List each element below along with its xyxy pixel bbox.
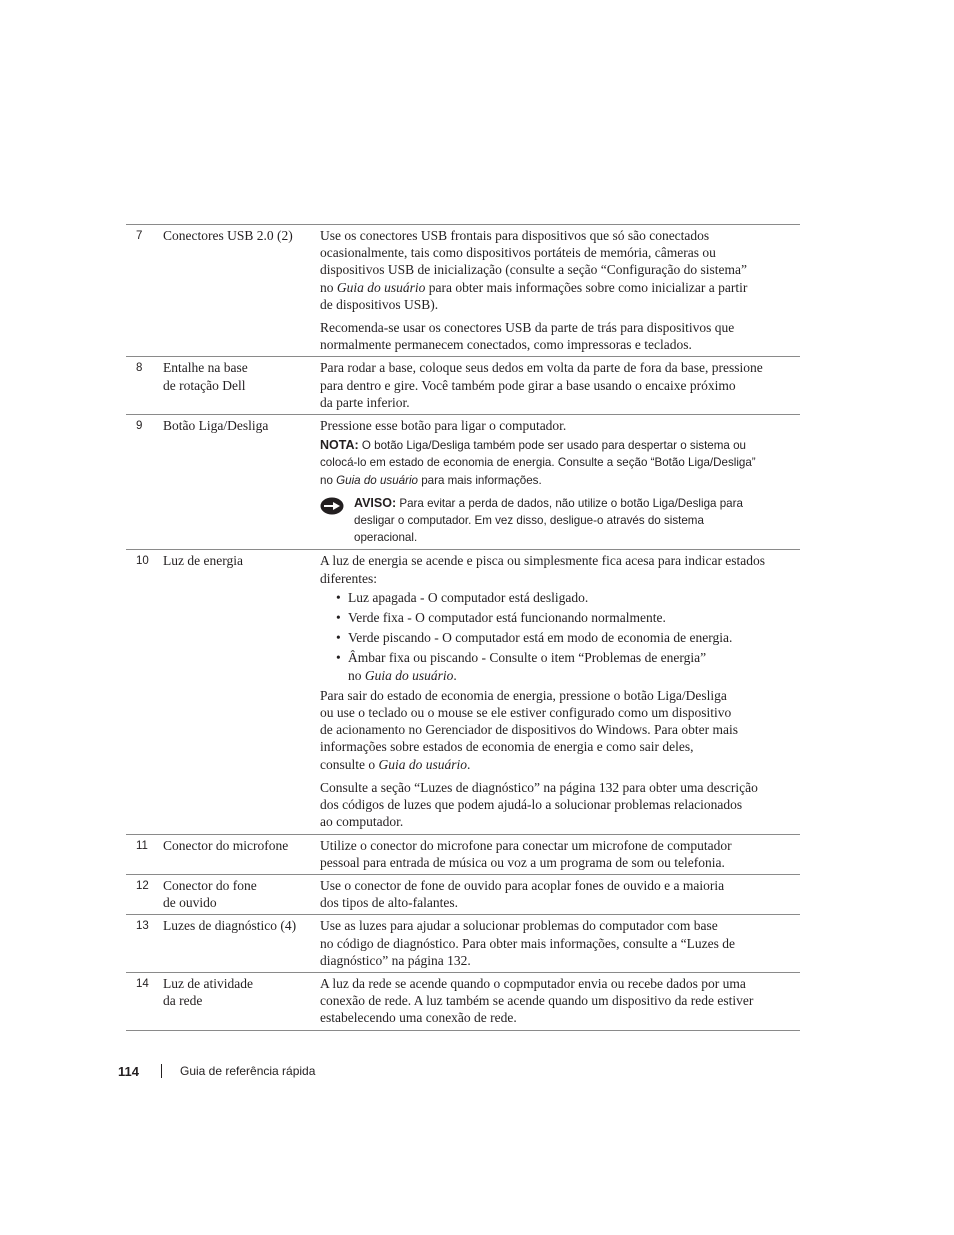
item-description	[320, 552, 798, 830]
item-name: Conectores USB 2.0 (2)	[163, 228, 293, 243]
item-description	[320, 837, 798, 871]
list-item: • Verde fixa - O computador está funcionando normalmente.	[336, 610, 666, 626]
table-row	[126, 550, 800, 834]
list-item: • Verde piscando - O computador está em modo de economia de energia.	[336, 630, 733, 646]
notice-block	[320, 495, 798, 547]
page-number: 114	[118, 1063, 139, 1079]
item-name: Conector do microfone	[163, 837, 289, 853]
item-description	[320, 917, 798, 969]
description-paragraph: Use as luzes para ajudar a solucionar problemas do computador com base no código de diagnóstico. Para obter mais informações, consulte a “Luzes de diagnóstico” na página 132.	[320, 918, 735, 968]
item-number: 11	[136, 839, 148, 852]
component-table	[126, 224, 800, 1031]
note-label: NOTA:	[320, 438, 359, 453]
footer-divider	[161, 1064, 162, 1078]
notice-hand-icon	[320, 495, 354, 547]
description-paragraph: Pressione esse botão para ligar o computador.	[320, 418, 567, 434]
note-block: NOTA: O botão Liga/Desliga também pode ser usado para despertar o sistema ou colocá-lo em estado de economia de energia. Consulte a seção “Botão Liga/Desliga” no Guia do usuário para mais informações.	[320, 438, 756, 487]
table-row	[126, 915, 800, 973]
item-number: 8	[136, 362, 143, 375]
footer-title: Guia de referência rápida	[179, 1064, 316, 1078]
item-name: Luz de atividade da rede	[163, 975, 253, 1009]
table-row	[126, 357, 800, 415]
description-paragraph: Use os conectores USB frontais para dispositivos que só são conectados ocasionalmente, tais como dispositivos portáteis de memória, câmeras ou dispositivos USB de inicialização (consulte a seção “Configuração do sistema” no Guia do usuário para obter mais informações sobre como inicializar a partir de dispositivos USB).	[320, 228, 748, 312]
item-name: Luz de energia	[163, 553, 243, 569]
description-paragraph: A luz de energia se acende e pisca ou simplesmente fica acesa para indicar estados diferentes:	[320, 553, 766, 586]
item-description	[320, 227, 798, 353]
description-paragraph: Recomenda-se usar os conectores USB da parte de trás para dispositivos que normalmente permanecem conectados, como impressoras e teclados.	[320, 320, 735, 353]
item-description	[320, 877, 798, 911]
item-name: Botão Liga/Desliga	[163, 418, 269, 434]
item-number: 9	[136, 420, 143, 433]
table-row	[126, 875, 800, 915]
description-paragraph: Para sair do estado de economia de energia, pressione o botão Liga/Desliga ou use o teclado ou o mouse se ele estiver configurado como um dispositivo de acionamento no Gerenciador de dispositivos do Windows. Para obter mais informações sobre estados de economia de energia e como sair deles, consulte o Guia do usuário.	[320, 687, 738, 772]
table-row	[126, 225, 800, 357]
item-name: Conector do fone de ouvido	[163, 877, 257, 911]
item-number: 7	[136, 230, 143, 242]
item-description	[320, 359, 798, 411]
description-paragraph: A luz da rede se acende quando o copmputador envia ou recebe dados por uma conexão de rede. A luz também se acende quando um dispositivo da rede estiver estabelecendo uma conexão de rede.	[320, 975, 754, 1026]
status-list	[320, 589, 798, 684]
item-description	[320, 417, 798, 546]
item-number: 12	[136, 879, 149, 892]
item-number: 10	[136, 555, 149, 568]
description-paragraph: Utilize o conector do microfone para conectar um microfone de computador pessoal para entrada de música ou voz a um programa de som ou telefonia.	[320, 837, 732, 870]
item-name: Entalhe na base de rotação Dell	[163, 360, 248, 393]
notice-text: AVISO: Para evitar a perda de dados, não utilize o botão Liga/Desliga para desligar o computador. Em vez disso, desligue-o através do sistema operacional.	[354, 495, 743, 545]
item-number: 14	[136, 977, 149, 990]
description-paragraph: Consulte a seção “Luzes de diagnóstico” na página 132 para obter uma descrição dos códigos de luzes que podem ajudá-lo a solucionar problemas relacionados ao computador.	[320, 779, 758, 830]
list-item: • Âmbar fixa ou piscando - Consulte o item “Problemas de energia” no Guia do usuário.	[336, 650, 707, 683]
notice-label: AVISO:	[354, 495, 397, 510]
table-row	[126, 415, 800, 550]
item-number: 13	[136, 920, 149, 933]
list-item: • Luz apagada - O computador está desligado.	[336, 589, 589, 605]
table-row	[126, 973, 800, 1031]
description-paragraph: Para rodar a base, coloque seus dedos em volta da parte de fora da base, pressione para dentro e gire. Você também pode girar a base usando o encaixe próximo da parte inferior.	[320, 360, 763, 410]
item-description	[320, 975, 798, 1027]
item-name: Luzes de diagnóstico (4)	[163, 918, 297, 934]
page-footer	[118, 1062, 315, 1080]
description-paragraph: Use o conector de fone de ouvido para acoplar fones de ouvido e a maioria dos tipos de alto-falantes.	[320, 877, 725, 911]
table-row	[126, 835, 800, 875]
